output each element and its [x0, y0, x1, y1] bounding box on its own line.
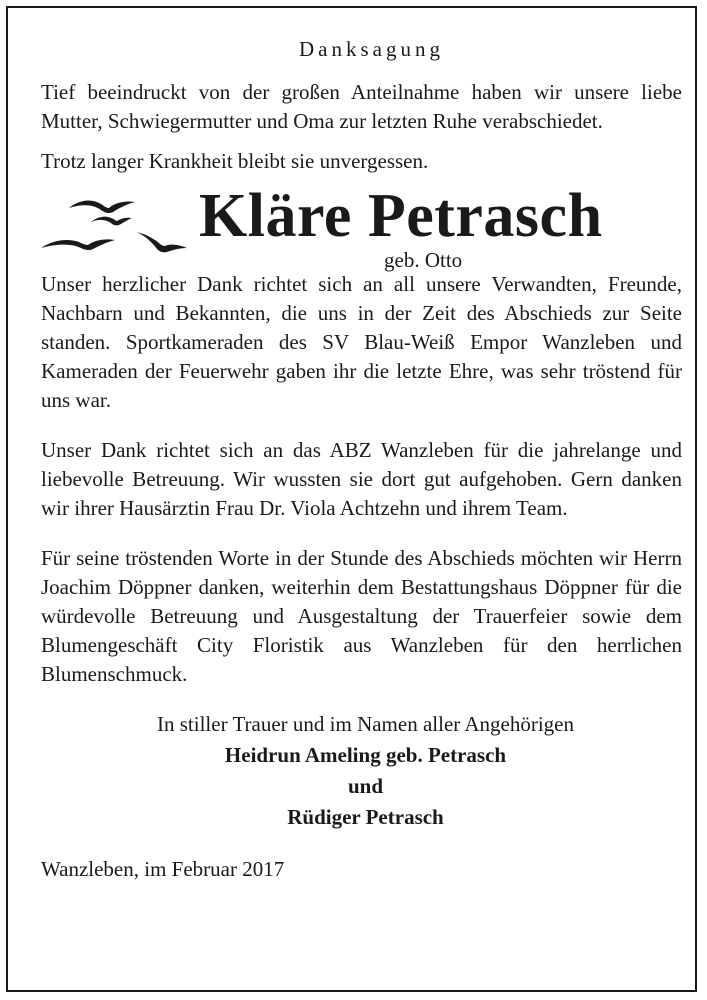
signoff-block: [41, 709, 682, 833]
remembrance-line: Trotz langer Krankheit bleibt sie unvergessen.: [41, 149, 429, 173]
maiden-name: geb. Otto: [384, 248, 463, 272]
signoff-conjunction: und: [347, 774, 384, 798]
thanks-paragraph-care: Unser Dank richtet sich an das ABZ Wanzleben für die jahrelange und liebevolle Betreuung. Wir wussten sie dort gut aufgehoben. Gern danken wir ihrer Hausärztin Frau Dr. Viola Achtzehn und ihrem Team.: [41, 438, 682, 520]
place-date: Wanzleben, im Februar 2017: [41, 857, 285, 881]
signoff-line: In stiller Trauer und im Namen aller Angehörigen: [157, 712, 574, 736]
mourner-name-2: Rüdiger Petrasch: [287, 805, 444, 829]
mourner-name-1: Heidrun Ameling geb. Petrasch: [224, 743, 507, 767]
deceased-name: Kläre Petrasch: [199, 182, 603, 250]
notice-heading: Danksagung: [299, 37, 444, 61]
notice-frame: [6, 6, 697, 992]
thanks-paragraph-funeral: Für seine tröstenden Worte in der Stunde des Abschieds möchten wir Herrn Joachim Döppner danken, weiterhin dem Bestattungshaus Döppner für die würdevolle Betreuung und Ausgestaltung der Trauerfeier sowie dem Blumengeschäft City Floristik aus Wanzleben für den herrlichen Blumenschmuck.: [41, 546, 682, 686]
notice-content: [41, 34, 682, 884]
intro-paragraph: Tief beeindruckt von der großen Anteilnahme haben wir unsere liebe Mutter, Schwiegermutter und Oma zur letzten Ruhe verabschiedet.: [41, 80, 682, 133]
flying-birds-icon: [39, 190, 199, 258]
deceased-name-block: [41, 182, 682, 272]
thanks-paragraph-relatives: Unser herzlicher Dank richtet sich an all unsere Verwandten, Freunde, Nachbarn und Bekannten, die uns in der Zeit des Abschieds zur Seite standen. Sportkameraden des SV Blau-Weiß Empor Wanzleben und Kameraden der Feuerwehr gaben ihr die letzte Ehre, was sehr tröstend für uns war.: [41, 272, 682, 412]
